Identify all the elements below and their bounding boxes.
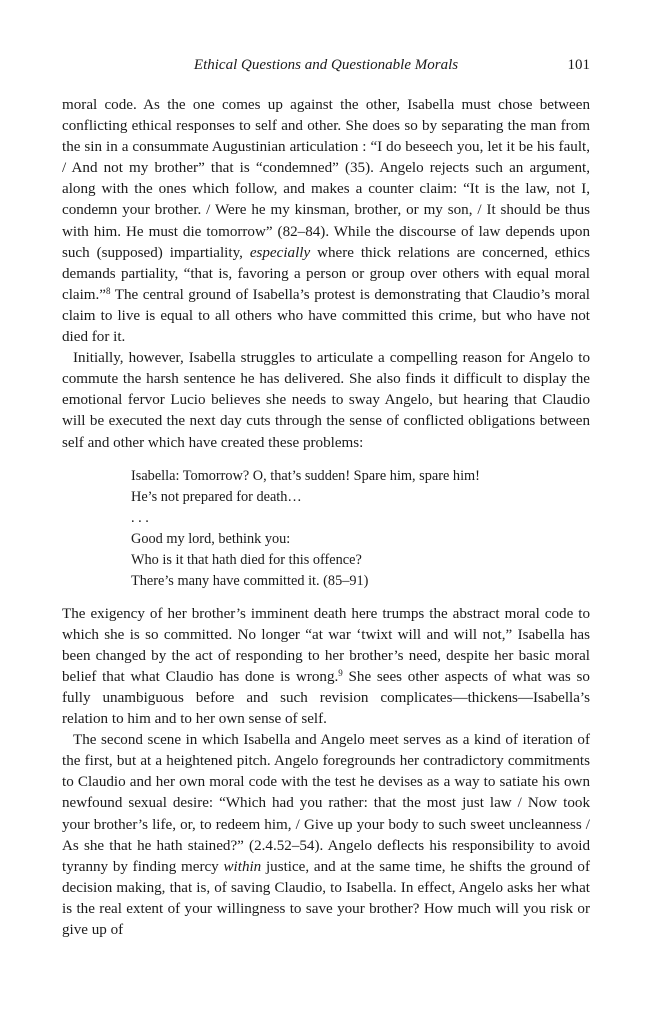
text-run: The exigency of her brother’s imminent death here trumps the abstract moral code to which she is so committed. No longer “at war ‘twixt will and will not,” Isabella has been changed by the act of responding to her brother’s need, despite her basic moral belief that what Claudio has done is wrong. bbox=[62, 605, 590, 685]
emphasis-text: especially bbox=[249, 244, 311, 261]
quote-line: Isabella: Tomorrow? O, that’s sudden! Spare him, spare him! bbox=[131, 467, 480, 484]
footnote-marker: 8 bbox=[106, 285, 111, 296]
quote-line: Who is it that hath died for this offence? bbox=[131, 551, 362, 568]
quote-line: He’s not prepared for death… bbox=[131, 488, 302, 505]
quote-line: There’s many have committed it. (85–91) bbox=[131, 572, 369, 589]
paragraph bbox=[62, 730, 590, 941]
block-quote bbox=[131, 466, 590, 592]
paragraph bbox=[62, 348, 590, 453]
text-run: She sees other aspects of what was so fully unambiguous before and such revision complicates—thickens—Isabella’s relation to him and to her own sense of self. bbox=[62, 668, 590, 728]
text-run: moral code. As the one comes up against the other, Isabella must chose between conflicting ethical responses to self and other. She does so by separating the man from the sin in a consummate Augustinian articulation : “I do beseech you, let it be his fault, / And not my brother” that is “condemned” (35). Angelo rejects such an argument, along with the ones which follow, and makes a counter claim: “It is the law, not I, condemn your brother. / Were he my kinsman, brother, or my son, / It should be thus with him. He must die tomorrow” (82–84). While the discourse of law depends upon such (supposed) impartiality, bbox=[62, 97, 590, 261]
paragraph bbox=[62, 604, 590, 731]
text-run: The second scene in which Isabella and Angelo meet serves as a kind of iteration of the first, but at a heightened pitch. Angelo foregrounds her contradictory commitments to Claudio and her own moral code with the test he devises as a way to satiate his own newfound sexual desire: “Which had you rather: that the most just law / Now took your brother’s life, or, to redeem him, / Give up your body to such sweet uncleanness / As she that he hath stained?” (2.4.52–54). Angelo deflects his responsibility to avoid tyranny by finding mercy bbox=[62, 732, 590, 875]
text-run: where thick relations are concerned, ethics demands partiality, “that is, favoring a person or group over others with equal moral claim.” bbox=[62, 244, 590, 303]
footnote-marker: 9 bbox=[338, 667, 343, 678]
paragraph bbox=[62, 95, 590, 348]
quote-line: . . . bbox=[131, 509, 149, 526]
running-title: Ethical Questions and Questionable Morals bbox=[193, 57, 459, 73]
body-text bbox=[62, 95, 590, 941]
text-run: The central ground of Isabella’s protest is demonstrating that Claudio’s moral claim to live is equal to all others who have committed this crime, but who have not died for it. bbox=[62, 286, 590, 346]
running-head bbox=[62, 57, 590, 77]
emphasis-text: within bbox=[223, 858, 262, 875]
text-run: justice, and at the same time, he shifts the ground of decision making, that is, of saving Claudio, to Isabella. In effect, Angelo asks her what is the real extent of your willingness to save your brother? How much will you risk or give up of bbox=[62, 858, 591, 938]
quote-line: Good my lord, bethink you: bbox=[131, 530, 291, 547]
text-run: Initially, however, Isabella struggles to articulate a compelling reason for Angelo to commute the harsh sentence he has delivered. She also finds it difficult to display the emotional fervor Lucio believes she needs to sway Angelo, but hearing that Claudio will be executed the next day cuts through the sense of conflicted obligations between self and other which have created these problems: bbox=[62, 350, 590, 451]
page-number: 101 bbox=[567, 57, 590, 73]
